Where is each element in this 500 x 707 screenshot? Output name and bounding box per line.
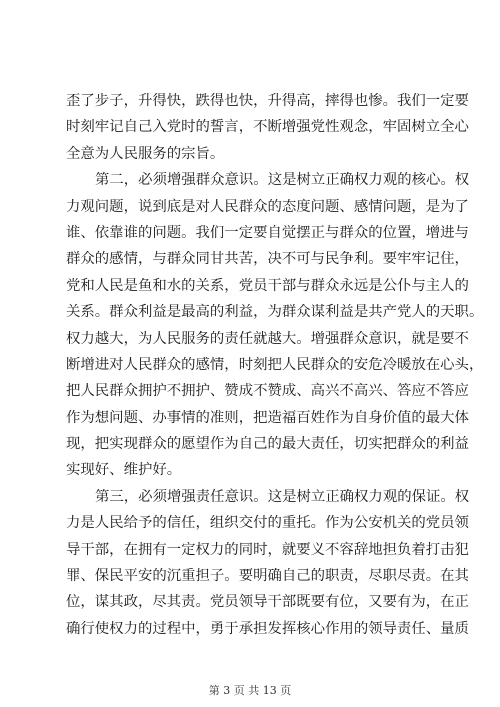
text-line: 权力越大，为人民服务的责任就越大。增强群众意识，就是要不 <box>66 330 469 347</box>
text-line: 确行使权力的过程中，勇于承担发挥核心作用的领导责任、量质 <box>66 620 469 637</box>
page-footer: 第 3 页 共 13 页 <box>208 684 292 697</box>
text-line: 作为想问题、办事情的准则，把造福百姓作为自身价值的最大体 <box>66 409 469 426</box>
text-line: 群众的感情，与群众同甘共苦，决不可与民争利。要牢牢记住， <box>66 251 469 268</box>
text-line: 把人民群众拥护不拥护、赞成不赞成、高兴不高兴、答应不答应 <box>66 383 469 400</box>
text-line: 断增进对人民群众的感情，时刻把人民群众的安危冷暖放在心头， <box>66 356 484 373</box>
text-line: 关系。群众利益是最高的利益，为群众谋利益是共产党人的天职。 <box>66 304 484 321</box>
text-line: 第三，必须增强责任意识。这是树立正确权力观的保证。权 <box>95 488 470 505</box>
text-line: 导干部，在拥有一定权力的同时，就要义不容辞地担负着打击犯 <box>66 541 469 558</box>
text-line: 实现好、维护好。 <box>66 462 182 479</box>
text-line: 谁、依靠谁的问题。我们一定要自觉摆正与群众的位置，增进与 <box>66 224 469 241</box>
text-line: 歪了步子，升得快，跌得也快，升得高，摔得也惨。我们一定要 <box>66 93 469 109</box>
text-line: 现，把实现群众的愿望作为自己的最大责任，切实把群众的利益 <box>66 436 469 453</box>
text-line: 力是人民给予的信任，组织交付的重托。作为公安机关的党员领 <box>66 515 469 532</box>
text-line: 党和人民是鱼和水的关系，党员干部与群众永远是公仆与主人的 <box>66 277 469 294</box>
paragraph-3 <box>66 484 470 642</box>
text-line: 第二，必须增强群众意识。这是树立正确权力观的核心。权 <box>95 172 470 189</box>
text-line: 全意为人民服务的宗旨。 <box>66 145 225 162</box>
text-line: 力观问题，说到底是对人民群众的态度问题、感情问题，是为了 <box>66 198 469 215</box>
paragraph-1 <box>66 88 469 167</box>
paragraph-2 <box>66 167 484 484</box>
body-text <box>66 88 484 642</box>
text-line: 时刻牢记自己入党时的誓言，不断增强党性观念，牢固树立全心 <box>66 119 469 136</box>
text-line: 位，谋其政，尽其责。党员领导干部既要有位，又要有为，在正 <box>66 594 469 611</box>
text-line: 罪、保民平安的沉重担子。要明确自己的职责，尽职尽责。在其 <box>66 568 469 585</box>
